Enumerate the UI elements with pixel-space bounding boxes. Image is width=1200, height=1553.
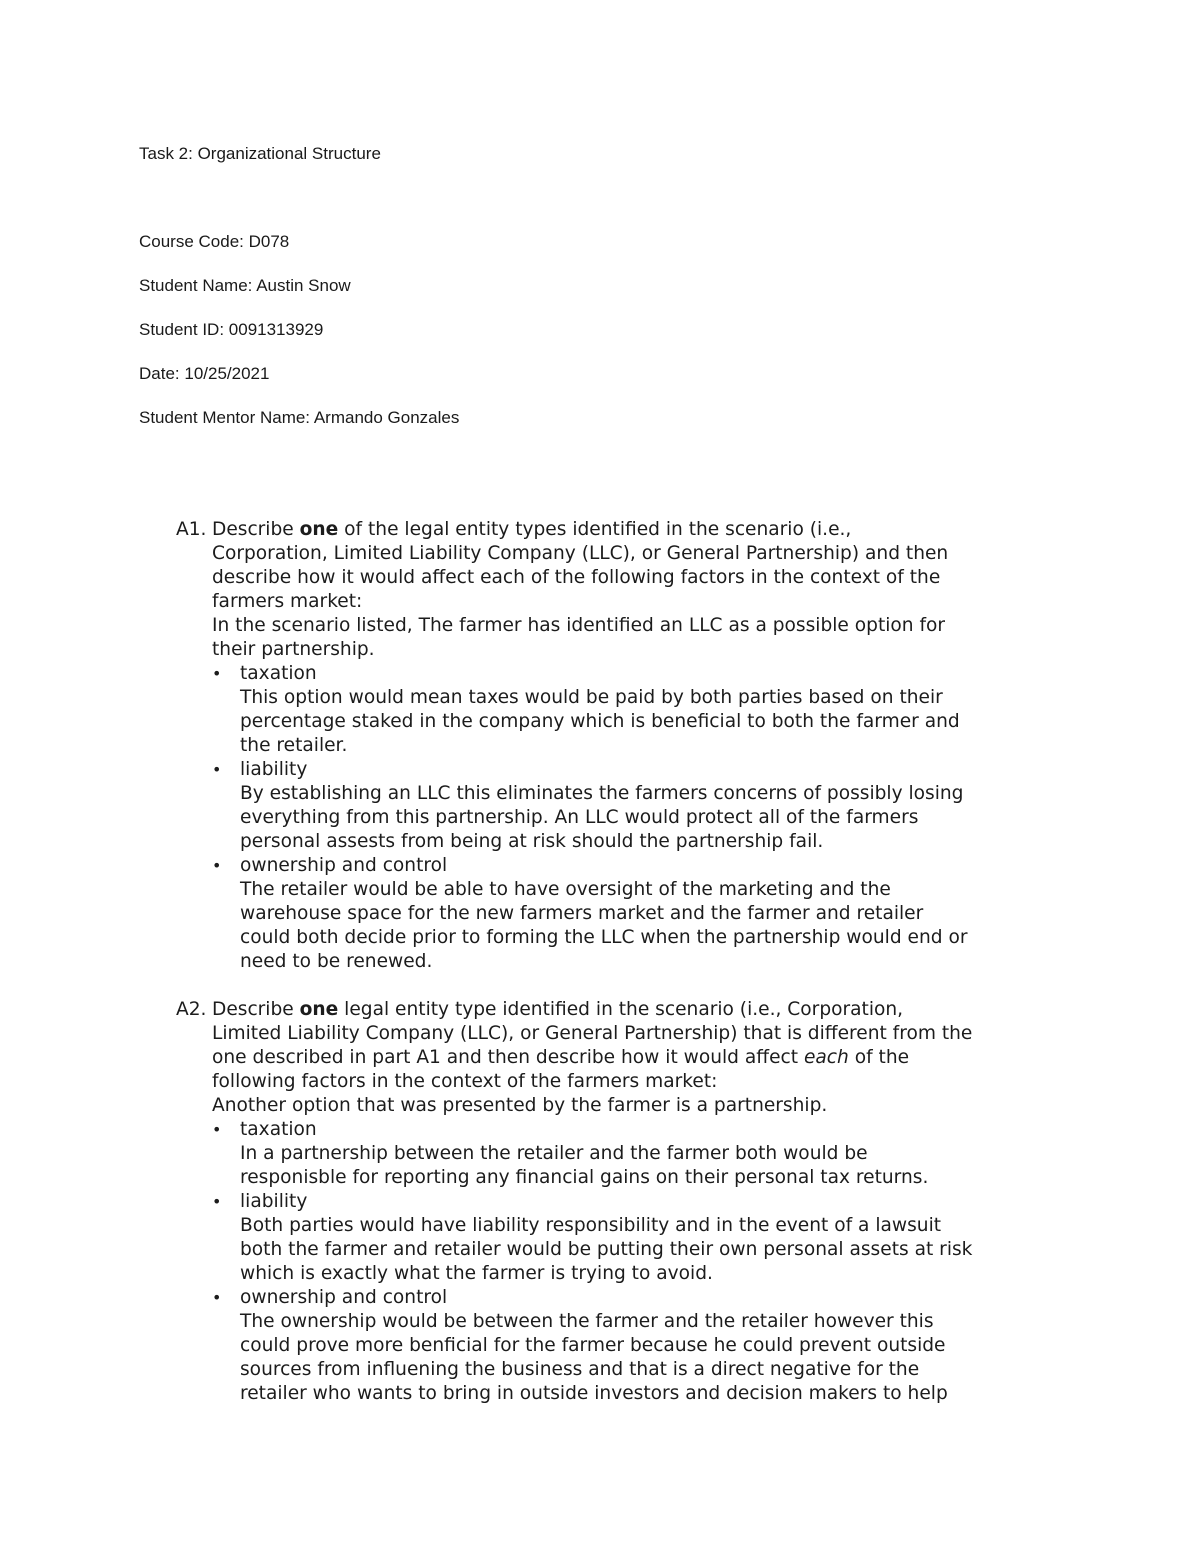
bullet-icon: •: [212, 1192, 222, 1211]
question-a2-bold: one: [299, 999, 339, 1020]
bullet-title: ownership and control: [240, 855, 448, 876]
bullet-icon: •: [212, 664, 222, 683]
a1-taxation-line3: the retailer.: [240, 735, 348, 756]
a2-liability-line1: Both parties would have liability responsibility and in the event of a lawsuit: [240, 1215, 942, 1236]
a2-bullet-taxation: [176, 1118, 1076, 1142]
section-gap: [176, 974, 1076, 998]
course-code: [139, 231, 289, 253]
a1-liability-line3: personal assests from being at risk should the partnership fail.: [240, 831, 824, 852]
question-a1: [176, 518, 1076, 974]
bullet-icon: •: [212, 760, 222, 779]
student-name: [139, 275, 351, 297]
bullet-title: taxation: [240, 1119, 317, 1140]
question-a1-line2: Corporation, Limited Liability Company (LLC), or General Partnership) and then: [212, 543, 949, 564]
a1-bullet-ownership: [176, 854, 1076, 878]
bullet-icon: •: [212, 1120, 222, 1139]
question-a2-pre: Describe: [212, 999, 300, 1020]
a1-liability-line1: By establishing an LLC this eliminates the farmers concerns of possibly losing: [240, 783, 964, 804]
date-label: Date:: [139, 364, 185, 383]
a1-liability-line2: everything from this partnership. An LLC would protect all of the farmers: [240, 807, 919, 828]
task-title-text: Task 2: Organizational Structure: [139, 144, 381, 163]
a2-bullet-liability: [176, 1190, 1076, 1214]
a2-liability-line2: both the farmer and retailer would be putting their own personal assets at risk: [240, 1239, 973, 1260]
question-a2: [176, 998, 1076, 1406]
bullet-title: taxation: [240, 663, 317, 684]
question-a2-italic: each: [803, 1047, 849, 1068]
task-title: [139, 143, 381, 165]
question-a2-line3: [176, 1046, 1076, 1070]
a2-ownership-line1: The ownership would be between the farmer and the retailer however this: [240, 1311, 934, 1332]
a1-ownership-line2: warehouse space for the new farmers market and the farmer and retailer: [240, 903, 924, 924]
question-a1-line3: describe how it would affect each of the following factors in the context of the: [212, 567, 941, 588]
date-value: 10/25/2021: [184, 364, 270, 383]
bullet-icon: •: [212, 856, 222, 875]
student-id-value: 0091313929: [228, 320, 324, 339]
a1-ownership-line3: could both decide prior to forming the LLC when the partnership would end or: [240, 927, 968, 948]
question-a2-label: A2.: [176, 999, 207, 1020]
question-a1-bold: one: [299, 519, 339, 540]
mentor-name: [139, 407, 459, 429]
date: [139, 363, 269, 385]
bullet-title: liability: [240, 1191, 308, 1212]
answer-a1-line2: their partnership.: [212, 639, 375, 660]
question-a1-post: of the legal entity types identified in the scenario (i.e.,: [338, 519, 852, 540]
bullet-icon: •: [212, 1288, 222, 1307]
question-a2-line1: [176, 998, 1076, 1022]
question-a2-line2: Limited Liability Company (LLC), or General Partnership) that is different from the: [212, 1023, 973, 1044]
question-a1-label: A1.: [176, 519, 207, 540]
question-a1-line4: farmers market:: [212, 591, 363, 612]
course-code-value: D078: [248, 232, 290, 251]
a1-ownership-line4: need to be renewed.: [240, 951, 433, 972]
a2-taxation-line1: In a partnership between the retailer and the farmer both would be: [240, 1143, 868, 1164]
a1-taxation-line2: percentage staked in the company which is beneficial to both the farmer and: [240, 711, 960, 732]
a2-bullet-ownership: [176, 1286, 1076, 1310]
a2-ownership-line3: sources from influening the business and that is a direct negative for the: [240, 1359, 920, 1380]
document-body: [176, 518, 1076, 1406]
answer-a2-line1: Another option that was presented by the farmer is a partnership.: [212, 1095, 828, 1116]
question-a1-line1: [176, 518, 1076, 542]
answer-a1-line1: In the scenario listed, The farmer has identified an LLC as a possible option for: [212, 615, 946, 636]
a1-bullet-taxation: [176, 662, 1076, 686]
bullet-title: ownership and control: [240, 1287, 448, 1308]
a1-bullet-liability: [176, 758, 1076, 782]
a1-taxation-line1: This option would mean taxes would be paid by both parties based on their: [240, 687, 943, 708]
student-id: [139, 319, 323, 341]
a2-ownership-line4: retailer who wants to bring in outside investors and decision makers to help: [240, 1383, 948, 1404]
mentor-name-value: Armando Gonzales: [313, 408, 460, 427]
a1-ownership-line1: The retailer would be able to have oversight of the marketing and the: [240, 879, 891, 900]
mentor-name-label: Student Mentor Name:: [139, 408, 314, 427]
bullet-title: liability: [240, 759, 308, 780]
student-name-label: Student Name:: [139, 276, 257, 295]
question-a2-line3-pre: one described in part A1 and then describe how it would affect: [212, 1047, 804, 1068]
course-code-label: Course Code:: [139, 232, 249, 251]
a2-taxation-line2: responisble for reporting any financial gains on their personal tax returns.: [240, 1167, 929, 1188]
a2-ownership-line2: could prove more benficial for the farmer because he could prevent outside: [240, 1335, 946, 1356]
question-a2-post: legal entity type identified in the scenario (i.e., Corporation,: [338, 999, 904, 1020]
question-a2-line4: following factors in the context of the farmers market:: [212, 1071, 718, 1092]
question-a1-pre: Describe: [212, 519, 300, 540]
student-name-value: Austin Snow: [256, 276, 351, 295]
student-id-label: Student ID:: [139, 320, 229, 339]
a2-liability-line3: which is exactly what the farmer is trying to avoid.: [240, 1263, 713, 1284]
question-a2-line3-post: of the: [848, 1047, 910, 1068]
